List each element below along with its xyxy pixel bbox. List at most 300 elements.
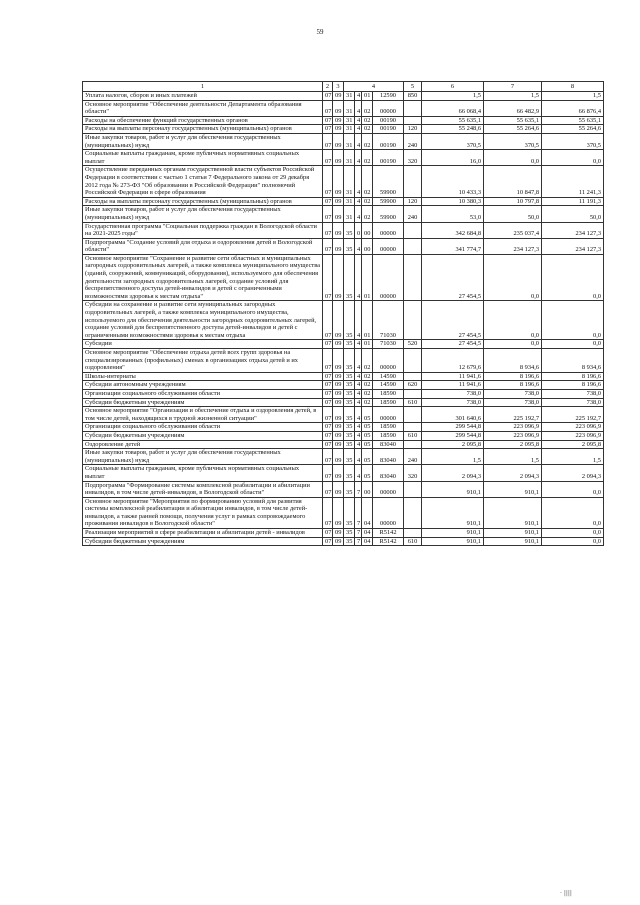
value-col-6: 738,0	[422, 398, 484, 407]
value-col-8: 8 934,6	[542, 349, 604, 373]
code-expense-type: 240	[404, 449, 422, 465]
value-col-7: 50,0	[484, 206, 542, 222]
row-name: Субсидии бюджетным учреждениям	[83, 537, 323, 546]
value-col-7: 2 095,8	[484, 440, 542, 449]
value-col-6: 27 454,5	[422, 301, 484, 340]
code-direction: 83040	[373, 440, 404, 449]
value-col-8: 0,0	[542, 150, 604, 166]
code-activity: 02	[362, 125, 373, 134]
code-direction: 18590	[373, 389, 404, 398]
row-name: Расходы на обеспечение функций государственных органов	[83, 116, 323, 125]
code-program: 31	[344, 125, 355, 134]
code-subprogram: 4	[355, 381, 362, 390]
code-subprogram: 4	[355, 238, 362, 254]
row-name: Оздоровление детей	[83, 440, 323, 449]
code-section: 07	[323, 449, 333, 465]
table-row	[83, 125, 604, 134]
table-row	[83, 254, 604, 301]
code-section: 07	[323, 166, 333, 197]
code-expense-type: 620	[404, 381, 422, 390]
code-subsection: 09	[333, 407, 344, 423]
code-activity: 02	[362, 100, 373, 116]
code-direction: 00000	[373, 407, 404, 423]
code-subprogram: 4	[355, 116, 362, 125]
code-program: 31	[344, 133, 355, 149]
row-name: Уплата налогов, сборов и иных платежей	[83, 92, 323, 101]
row-name: Основное мероприятие "Организация и обеспечение отдыха и оздоровления детей, в том числе детей, находящихся в трудной жизненной ситуации"	[83, 407, 323, 423]
code-direction: 59900	[373, 166, 404, 197]
code-direction: 18590	[373, 398, 404, 407]
code-program: 35	[344, 340, 355, 349]
code-section: 07	[323, 100, 333, 116]
code-direction: 14590	[373, 381, 404, 390]
code-direction: 00000	[373, 497, 404, 528]
code-expense-type	[404, 116, 422, 125]
code-section: 07	[323, 431, 333, 440]
code-activity: 02	[362, 389, 373, 398]
code-subprogram: 4	[355, 423, 362, 432]
value-col-6: 1,5	[422, 449, 484, 465]
table-row	[83, 372, 604, 381]
code-activity: 01	[362, 254, 373, 301]
value-col-6: 301 640,6	[422, 407, 484, 423]
code-activity: 02	[362, 381, 373, 390]
value-col-7: 55 264,6	[484, 125, 542, 134]
header-col-6: 6	[422, 82, 484, 92]
code-activity: 04	[362, 537, 373, 546]
row-name: Осуществление переданных органам государственной власти субъектов Российской Федерации в соответствии с частью 1 статьи 7 Федерального закона от 29 декабря 2012 года № 273-ФЗ "Об образовании в Российской Федерации" полномочий Российской Федерации в сфере образования	[83, 166, 323, 197]
code-expense-type: 610	[404, 537, 422, 546]
code-subsection: 09	[333, 150, 344, 166]
code-program: 35	[344, 238, 355, 254]
value-col-6: 341 774,7	[422, 238, 484, 254]
code-program: 35	[344, 222, 355, 238]
value-col-6: 1,5	[422, 92, 484, 101]
code-expense-type: 240	[404, 133, 422, 149]
code-expense-type	[404, 529, 422, 538]
code-section: 07	[323, 92, 333, 101]
value-col-8: 0,0	[542, 481, 604, 497]
value-col-8: 8 196,6	[542, 372, 604, 381]
code-section: 07	[323, 481, 333, 497]
value-col-7: 235 037,4	[484, 222, 542, 238]
code-program: 35	[344, 254, 355, 301]
code-subsection: 09	[333, 116, 344, 125]
code-section: 07	[323, 301, 333, 340]
code-program: 35	[344, 349, 355, 373]
code-section: 07	[323, 222, 333, 238]
code-program: 35	[344, 372, 355, 381]
value-col-7: 66 482,9	[484, 100, 542, 116]
code-expense-type: 320	[404, 465, 422, 481]
value-col-8: 1,5	[542, 449, 604, 465]
code-expense-type: 850	[404, 92, 422, 101]
value-col-7: 0,0	[484, 150, 542, 166]
row-name: Субсидии	[83, 340, 323, 349]
code-direction: 00190	[373, 133, 404, 149]
row-name: Социальные выплаты гражданам, кроме публичных нормативных социальных выплат	[83, 150, 323, 166]
code-subsection: 09	[333, 372, 344, 381]
code-direction: 00000	[373, 349, 404, 373]
code-expense-type	[404, 407, 422, 423]
code-section: 07	[323, 381, 333, 390]
code-subsection: 09	[333, 349, 344, 373]
code-subprogram: 4	[355, 150, 362, 166]
header-col-3: 3	[333, 82, 344, 92]
value-col-6: 16,0	[422, 150, 484, 166]
value-col-7: 910,1	[484, 529, 542, 538]
code-activity: 02	[362, 133, 373, 149]
row-name: Иные закупки товаров, работ и услуг для обеспечения государственных (муниципальных) нужд	[83, 206, 323, 222]
code-expense-type	[404, 497, 422, 528]
row-name: Подпрограмма "Создание условий для отдыха и оздоровления детей в Вологодской области"	[83, 238, 323, 254]
table-row	[83, 133, 604, 149]
code-direction: 83040	[373, 449, 404, 465]
code-subprogram: 4	[355, 449, 362, 465]
value-col-7: 0,0	[484, 301, 542, 340]
code-direction: 83040	[373, 465, 404, 481]
code-section: 07	[323, 206, 333, 222]
code-section: 07	[323, 238, 333, 254]
value-col-6: 12 679,6	[422, 349, 484, 373]
code-program: 35	[344, 301, 355, 340]
code-expense-type	[404, 349, 422, 373]
code-section: 07	[323, 465, 333, 481]
code-program: 31	[344, 116, 355, 125]
code-expense-type: 520	[404, 340, 422, 349]
code-subsection: 09	[333, 440, 344, 449]
code-program: 31	[344, 92, 355, 101]
code-subsection: 09	[333, 238, 344, 254]
table-row	[83, 481, 604, 497]
code-program: 35	[344, 465, 355, 481]
row-name: Социальные выплаты гражданам, кроме публичных нормативных социальных выплат	[83, 465, 323, 481]
value-col-8: 738,0	[542, 389, 604, 398]
code-direction: 00000	[373, 254, 404, 301]
code-program: 31	[344, 150, 355, 166]
table-row	[83, 222, 604, 238]
code-subprogram: 4	[355, 349, 362, 373]
code-expense-type	[404, 301, 422, 340]
table-row	[83, 92, 604, 101]
code-subsection: 09	[333, 133, 344, 149]
row-name: Основное мероприятие "Обеспечение деятельности Департамента образования области"	[83, 100, 323, 116]
value-col-6: 738,0	[422, 389, 484, 398]
code-subprogram: 4	[355, 166, 362, 197]
value-col-6: 27 454,5	[422, 254, 484, 301]
value-col-7: 738,0	[484, 389, 542, 398]
code-direction: 00000	[373, 238, 404, 254]
code-activity: 02	[362, 197, 373, 206]
code-subprogram: 4	[355, 133, 362, 149]
code-section: 07	[323, 150, 333, 166]
code-subsection: 09	[333, 431, 344, 440]
code-direction: 71030	[373, 301, 404, 340]
row-name: Основное мероприятие "Сохранение и развитие сети областных и муниципальных загородных оздоровительных лагерей, а также комплекса муниципального имущества (зданий, сооружений, коммуникаций, оборудования), используемого для обеспечения деятельности загородных оздоровительных лагерей, создание условий для беспрепятственного доступа детей-инвалидов и детей с ограниченными возможностями здоровья к местам отдыха"	[83, 254, 323, 301]
code-subprogram: 4	[355, 389, 362, 398]
code-subprogram: 4	[355, 92, 362, 101]
code-subprogram: 7	[355, 481, 362, 497]
code-activity: 02	[362, 349, 373, 373]
code-program: 31	[344, 166, 355, 197]
code-activity: 05	[362, 449, 373, 465]
code-section: 07	[323, 407, 333, 423]
table-header-row	[83, 82, 604, 92]
code-expense-type: 610	[404, 398, 422, 407]
code-expense-type: 320	[404, 150, 422, 166]
value-col-8: 0,0	[542, 537, 604, 546]
code-subprogram: 7	[355, 529, 362, 538]
code-subsection: 09	[333, 340, 344, 349]
header-col-2: 2	[323, 82, 333, 92]
code-activity: 02	[362, 398, 373, 407]
value-col-6: 299 544,8	[422, 431, 484, 440]
code-direction: R5142	[373, 537, 404, 546]
code-subprogram: 4	[355, 301, 362, 340]
code-direction: 59900	[373, 197, 404, 206]
value-col-8: 0,0	[542, 254, 604, 301]
code-subprogram: 4	[355, 197, 362, 206]
code-activity: 05	[362, 431, 373, 440]
table-row	[83, 197, 604, 206]
code-subsection: 09	[333, 389, 344, 398]
code-expense-type	[404, 389, 422, 398]
value-col-6: 53,0	[422, 206, 484, 222]
code-expense-type	[404, 254, 422, 301]
code-expense-type	[404, 100, 422, 116]
value-col-8: 50,0	[542, 206, 604, 222]
header-col-4: 4	[344, 82, 404, 92]
value-col-7: 234 127,3	[484, 238, 542, 254]
code-direction: 00190	[373, 150, 404, 166]
table-row	[83, 423, 604, 432]
row-name: Школы-интернаты	[83, 372, 323, 381]
value-col-6: 55 248,6	[422, 125, 484, 134]
row-name: Субсидии на сохранение и развитие сети муниципальных загородных оздоровительных лагерей, а также комплекса муниципального имущества, используемого для обеспечения деятельности загородных оздоровительных лагерей, создание условий для беспрепятственного доступа детей-инвалидов и детей с ограниченными возможностями здоровья к местам отдыха	[83, 301, 323, 340]
value-col-8: 1,5	[542, 92, 604, 101]
code-program: 35	[344, 537, 355, 546]
code-expense-type	[404, 423, 422, 432]
row-name: Организации социального обслуживания области	[83, 389, 323, 398]
table-row	[83, 398, 604, 407]
code-expense-type: 240	[404, 206, 422, 222]
value-col-6: 11 941,6	[422, 372, 484, 381]
code-subsection: 09	[333, 465, 344, 481]
code-subprogram: 4	[355, 407, 362, 423]
code-subprogram: 0	[355, 222, 362, 238]
row-name: Организации социального обслуживания области	[83, 423, 323, 432]
page-number: 59	[316, 28, 324, 36]
code-section: 07	[323, 372, 333, 381]
code-activity: 05	[362, 440, 373, 449]
code-activity: 02	[362, 116, 373, 125]
value-col-6: 370,5	[422, 133, 484, 149]
value-col-7: 223 096,9	[484, 431, 542, 440]
code-subsection: 09	[333, 398, 344, 407]
value-col-8: 55 635,1	[542, 116, 604, 125]
table-row	[83, 389, 604, 398]
table-row	[83, 116, 604, 125]
code-direction: 00190	[373, 116, 404, 125]
table-row	[83, 537, 604, 546]
code-expense-type: 120	[404, 197, 422, 206]
code-subprogram: 4	[355, 125, 362, 134]
table-row	[83, 150, 604, 166]
table-row	[83, 238, 604, 254]
value-col-7: 2 094,3	[484, 465, 542, 481]
value-col-7: 223 096,9	[484, 423, 542, 432]
code-subsection: 09	[333, 301, 344, 340]
row-name: Расходы на выплаты персоналу государственных (муниципальных) органов	[83, 125, 323, 134]
row-name: Государственная программа "Социальная поддержка граждан в Вологодской области на 2021-2025 годы"	[83, 222, 323, 238]
row-name: Основное мероприятие "Обеспечение отдыха детей всех групп здоровья на специализированных (профильных) сменах в организациях отдыха детей и их оздоровления"	[83, 349, 323, 373]
header-col-8: 8	[542, 82, 604, 92]
value-col-6: 342 684,8	[422, 222, 484, 238]
footer-mark: · ||||	[560, 890, 572, 897]
code-activity: 02	[362, 166, 373, 197]
value-col-6: 55 635,1	[422, 116, 484, 125]
value-col-7: 10 847,8	[484, 166, 542, 197]
row-name: Субсидии автономным учреждениям	[83, 381, 323, 390]
code-section: 07	[323, 497, 333, 528]
code-subprogram: 4	[355, 431, 362, 440]
value-col-7: 910,1	[484, 537, 542, 546]
value-col-6: 10 433,3	[422, 166, 484, 197]
code-program: 31	[344, 100, 355, 116]
code-direction: 00000	[373, 222, 404, 238]
table-row	[83, 340, 604, 349]
value-col-8: 66 876,4	[542, 100, 604, 116]
code-direction: R5142	[373, 529, 404, 538]
code-activity: 01	[362, 92, 373, 101]
code-section: 07	[323, 340, 333, 349]
code-activity: 02	[362, 150, 373, 166]
header-col-7: 7	[484, 82, 542, 92]
table-body	[83, 82, 604, 546]
code-activity: 02	[362, 372, 373, 381]
code-direction: 59900	[373, 206, 404, 222]
code-activity: 02	[362, 206, 373, 222]
row-name: Субсидии бюджетным учреждениям	[83, 431, 323, 440]
code-subsection: 09	[333, 529, 344, 538]
value-col-7: 0,0	[484, 340, 542, 349]
code-section: 07	[323, 389, 333, 398]
row-name: Иные закупки товаров, работ и услуг для обеспечения государственных (муниципальных) нужд	[83, 133, 323, 149]
code-activity: 04	[362, 529, 373, 538]
code-expense-type	[404, 440, 422, 449]
value-col-8: 0,0	[542, 301, 604, 340]
table-row	[83, 100, 604, 116]
row-name: Основное мероприятие "Мероприятия по формированию условий для развития системы комплексной реабилитации и абилитации инвалидов, в том числе детей-инвалидов, а также ранней помощи, получения услуг в рамках сопровождаемого проживания инвалидов в Вологодской области"	[83, 497, 323, 528]
value-col-6: 299 544,8	[422, 423, 484, 432]
code-section: 07	[323, 349, 333, 373]
code-direction: 71030	[373, 340, 404, 349]
code-program: 35	[344, 381, 355, 390]
table-row	[83, 529, 604, 538]
code-activity: 01	[362, 340, 373, 349]
value-col-8: 2 094,3	[542, 465, 604, 481]
value-col-8: 11 191,3	[542, 197, 604, 206]
code-subprogram: 4	[355, 398, 362, 407]
code-subsection: 09	[333, 381, 344, 390]
value-col-8: 0,0	[542, 497, 604, 528]
table-row	[83, 407, 604, 423]
code-program: 35	[344, 389, 355, 398]
value-col-8: 738,0	[542, 398, 604, 407]
code-activity: 04	[362, 497, 373, 528]
value-col-7: 910,1	[484, 497, 542, 528]
code-program: 35	[344, 407, 355, 423]
code-subsection: 09	[333, 481, 344, 497]
code-expense-type	[404, 372, 422, 381]
value-col-8: 8 196,6	[542, 381, 604, 390]
code-subprogram: 7	[355, 497, 362, 528]
value-col-8: 0,0	[542, 340, 604, 349]
code-subsection: 09	[333, 497, 344, 528]
table-row	[83, 465, 604, 481]
code-expense-type	[404, 238, 422, 254]
code-activity: 05	[362, 423, 373, 432]
value-col-7: 1,5	[484, 92, 542, 101]
value-col-6: 910,1	[422, 497, 484, 528]
value-col-8: 2 095,8	[542, 440, 604, 449]
code-section: 07	[323, 529, 333, 538]
code-program: 35	[344, 481, 355, 497]
code-direction: 00190	[373, 125, 404, 134]
code-subsection: 09	[333, 166, 344, 197]
table-row	[83, 449, 604, 465]
code-section: 07	[323, 125, 333, 134]
code-subprogram: 4	[355, 206, 362, 222]
code-program: 31	[344, 206, 355, 222]
code-subsection: 09	[333, 100, 344, 116]
value-col-7: 8 196,6	[484, 372, 542, 381]
table-row	[83, 349, 604, 373]
table-row	[83, 431, 604, 440]
row-name: Реализация мероприятий в сфере реабилитации и абилитации детей - инвалидов	[83, 529, 323, 538]
code-section: 07	[323, 440, 333, 449]
value-col-6: 910,1	[422, 529, 484, 538]
value-col-8: 11 241,3	[542, 166, 604, 197]
value-col-6: 11 941,6	[422, 381, 484, 390]
value-col-7: 738,0	[484, 398, 542, 407]
code-activity: 00	[362, 222, 373, 238]
code-expense-type: 120	[404, 125, 422, 134]
code-subsection: 09	[333, 197, 344, 206]
code-activity: 00	[362, 481, 373, 497]
value-col-7: 8 934,6	[484, 349, 542, 373]
budget-table	[82, 81, 604, 546]
code-subprogram: 4	[355, 465, 362, 481]
row-name: Подпрограмма "Формирование системы комплексной реабилитации и абилитации инвалидов, в том числе детей-инвалидов, в Вологодской области"	[83, 481, 323, 497]
code-subsection: 09	[333, 537, 344, 546]
code-program: 31	[344, 197, 355, 206]
value-col-6: 910,1	[422, 537, 484, 546]
code-direction: 00000	[373, 481, 404, 497]
value-col-6: 910,1	[422, 481, 484, 497]
code-expense-type: 610	[404, 431, 422, 440]
code-direction: 12590	[373, 92, 404, 101]
code-subsection: 09	[333, 449, 344, 465]
value-col-7: 0,0	[484, 254, 542, 301]
value-col-8: 234 127,3	[542, 238, 604, 254]
code-program: 35	[344, 440, 355, 449]
code-section: 07	[323, 254, 333, 301]
value-col-8: 223 096,9	[542, 431, 604, 440]
value-col-8: 370,5	[542, 133, 604, 149]
code-subprogram: 7	[355, 537, 362, 546]
code-section: 07	[323, 133, 333, 149]
